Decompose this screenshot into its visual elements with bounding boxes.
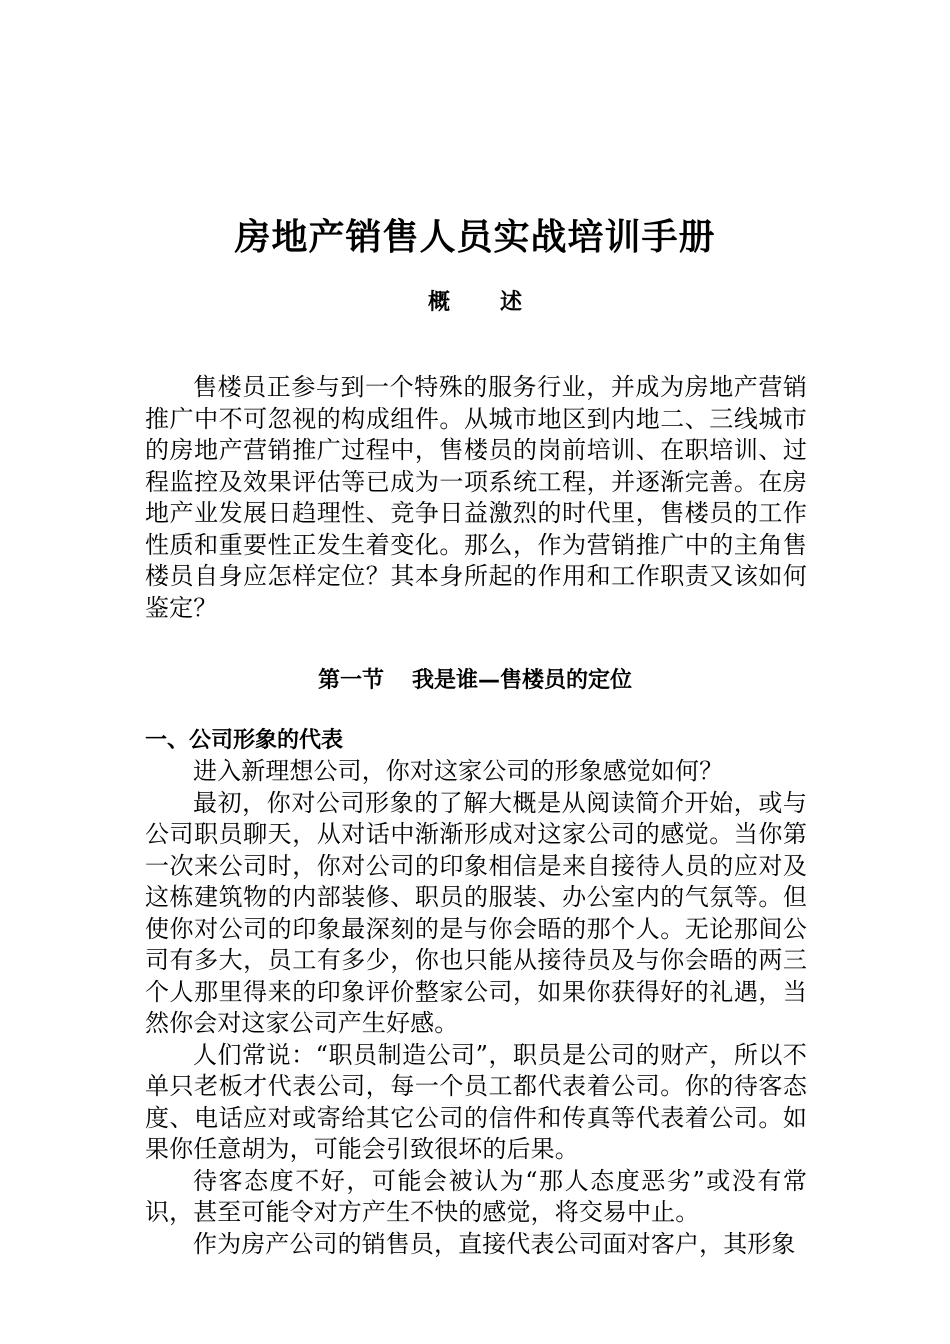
body-paragraph: 作为房产公司的销售员，直接代表公司面对客户，其形象 bbox=[193, 1229, 796, 1258]
body-paragraph: 待客态度不好，可能会被认为“那人态度恶劣”或没有常识，甚至可能令对方产生不快的感觉，将交易中止。 bbox=[145, 1166, 807, 1226]
body-paragraph: 最初，你对公司形象的了解大概是从阅读简介开始，或与公司职员聊天，从对话中渐渐形成对这家公司的感觉。当你第一次来公司时，你对公司的印象相信是来自接待人员的应对及这栋建筑物的内部装修、职员的服装、办公室内的气氛等。但使你对公司的印象最深刻的是与你会晤的那个人。无论那间公司有多大，员工有多少，你也只能从接待员及与你会晤的两三个人那里得来的印象评价整家公司，如果你获得好的礼遇，当然你会对这家公司产生好感。 bbox=[145, 788, 807, 1037]
intro-text bbox=[145, 372, 807, 624]
subsection-heading: 一、公司形象的代表 bbox=[145, 728, 344, 753]
body-paragraph: 进入新理想公司，你对这家公司的形象感觉如何？ bbox=[193, 757, 724, 785]
section-number: 第一节 bbox=[317, 668, 384, 693]
body-paragraph: 人们常说：“职员制造公司”，职员是公司的财产，所以不单只老板才代表公司，每一个员工都代表着公司。你的待客态度、电话应对或寄给其它公司的信件和传真等代表着公司。如果你任意胡为，可能会引致很坏的后果。 bbox=[145, 1040, 807, 1163]
document-title: 房地产销售人员实战培训手册 bbox=[234, 217, 716, 258]
section-heading bbox=[0, 666, 950, 696]
intro-paragraph: 售楼员正参与到一个特殊的服务行业，并成为房地产营销推广中不可忽视的构成组件。从城市地区到内地二、三线城市的房地产营销推广过程中，售楼员的岗前培训、在职培训、过程监控及效果评估等已成为一项系统工程，并逐渐完善。在房地产业发展日趋理性、竞争日益激烈的时代里，售楼员的工作性质和重要性正发生着变化。那么，作为营销推广中的主角售楼员自身应怎样定位？其本身所起的作用和工作职责又该如何鉴定？ bbox=[145, 373, 807, 622]
subsection-body bbox=[145, 756, 807, 1260]
overview-heading: 概述 bbox=[427, 290, 572, 315]
section-title: 我是谁—售楼员的定位 bbox=[412, 668, 633, 693]
